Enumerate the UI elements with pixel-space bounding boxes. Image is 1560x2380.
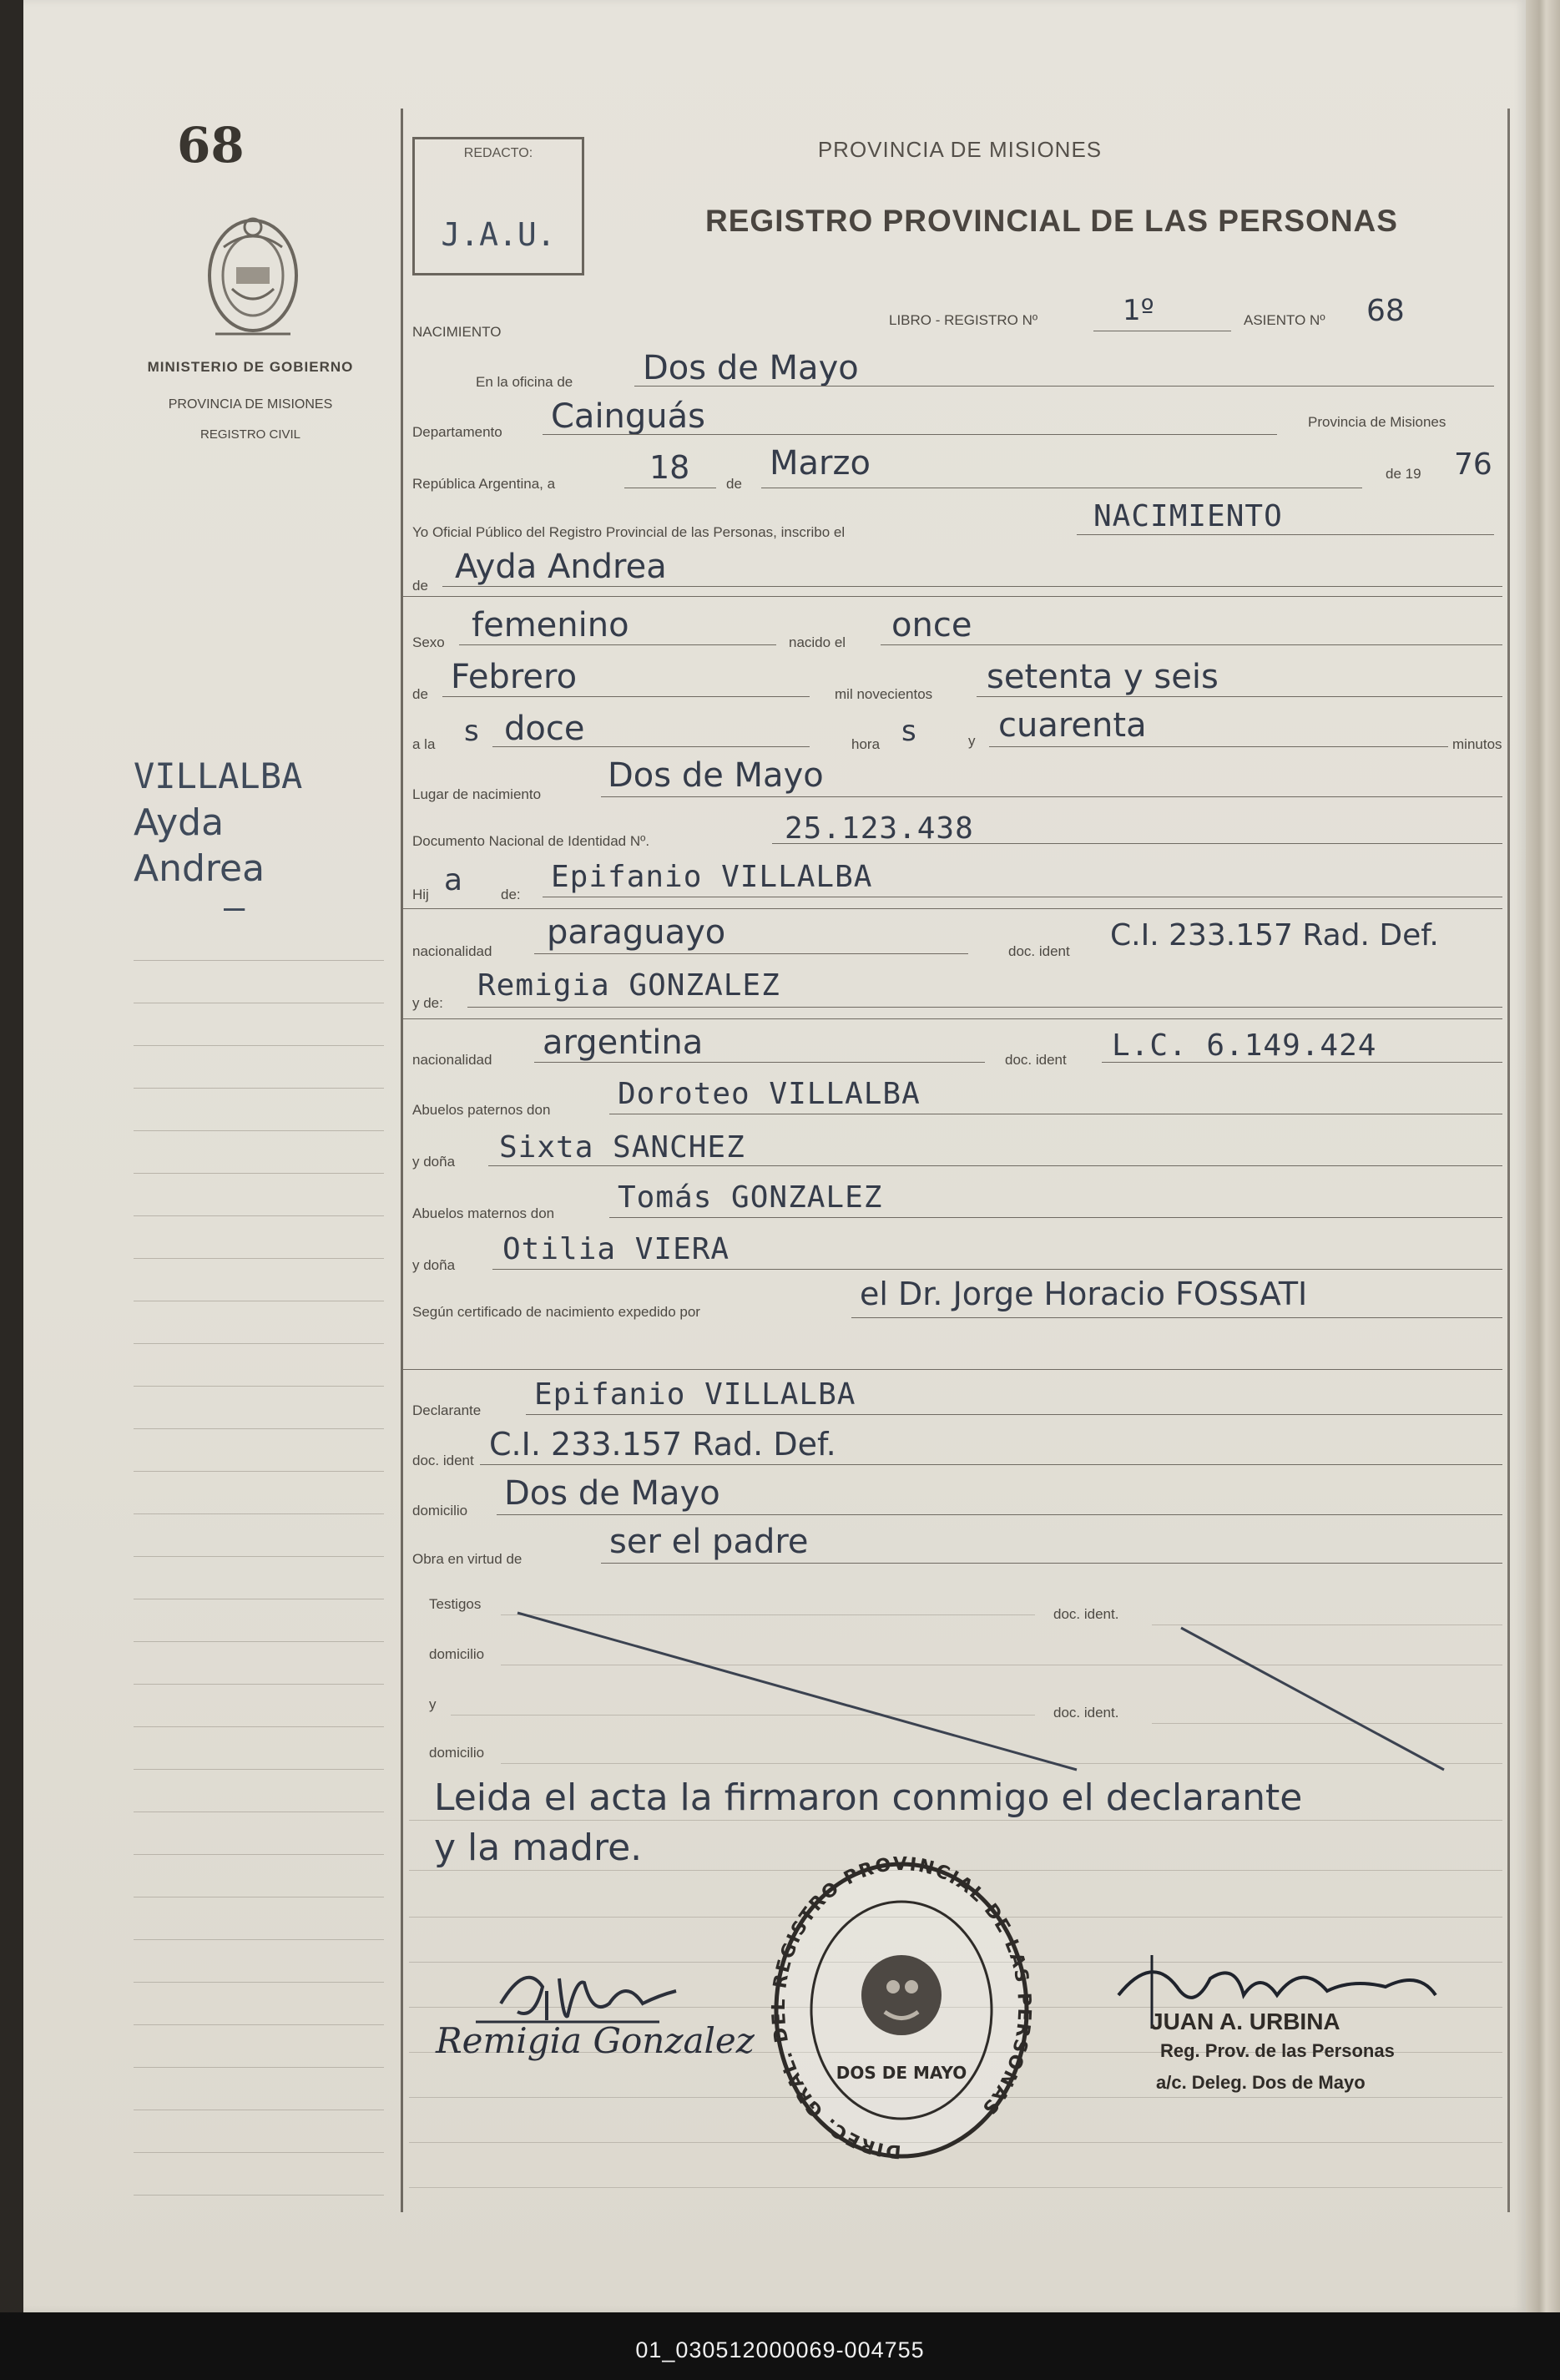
departamento-label: Departamento — [412, 424, 502, 440]
ruled-line — [409, 1820, 1502, 1821]
padre-nacionalidad-underline — [534, 953, 968, 954]
redacto-value: J.A.U. — [441, 216, 556, 253]
dni-underline — [772, 843, 1502, 844]
domicilio-underline — [497, 1514, 1502, 1515]
padre-doc-value: C.I. 233.157 Rad. Def. — [1110, 918, 1439, 953]
hijo-label: Hij — [412, 887, 429, 902]
coat-of-arms-icon — [199, 209, 307, 342]
madre-nacionalidad-value: argentina — [543, 1023, 704, 1062]
dia-value: 18 — [649, 449, 690, 486]
testigos-label: Testigos — [429, 1596, 482, 1612]
nacido-label: nacido el — [789, 634, 846, 650]
departamento-value: Cainguás — [551, 397, 705, 436]
dni-label: Documento Nacional de Identidad Nº. — [412, 833, 650, 849]
mes-nac-value: Febrero — [451, 658, 578, 696]
y-de-label: y de: — [412, 995, 443, 1011]
nombre-underline — [442, 586, 1502, 587]
madre-double-rule — [401, 1018, 1502, 1019]
declarante-underline — [526, 1414, 1502, 1415]
asiento-value: 68 — [1366, 294, 1405, 328]
abuela-paterna-value: Sixta SANCHEZ — [499, 1130, 745, 1165]
minutos-value: cuarenta — [998, 706, 1147, 745]
book-page-edge — [1526, 0, 1560, 2312]
tipo-value: NACIMIENTO — [1093, 499, 1283, 533]
dia-nac-underline — [881, 644, 1502, 645]
declarante-doc-label: doc. ident — [412, 1453, 474, 1468]
domicilio-label: domicilio — [412, 1503, 468, 1518]
nacimiento-section-label: NACIMIENTO — [412, 324, 502, 340]
lugar-underline — [601, 796, 1502, 797]
madre-doc-label: doc. ident — [1005, 1052, 1067, 1068]
lugar-label: Lugar de nacimiento — [412, 786, 542, 802]
asiento-label: ASIENTO Nº — [1244, 312, 1325, 328]
certificado-value: el Dr. Jorge Horacio FOSSATI — [860, 1276, 1308, 1312]
obra-label: Obra en virtud de — [412, 1551, 523, 1567]
observacion-line-2: y la madre. — [434, 1827, 643, 1869]
redacto-label: REDACTO: — [463, 146, 533, 160]
dni-value: 25.123.438 — [785, 811, 974, 846]
oficina-label: En la oficina de — [476, 374, 573, 390]
sexo-label: Sexo — [412, 634, 445, 650]
province-label: PROVINCIA DE MISIONES — [168, 397, 333, 412]
y-dona-label-1: y doña — [412, 1154, 456, 1170]
margin-name-1: Ayda — [134, 801, 225, 844]
hijo-suffix: a — [444, 863, 463, 897]
y-dona-label-2: y doña — [412, 1257, 456, 1273]
redacto-box — [412, 137, 584, 275]
anio-label: de 19 — [1386, 466, 1421, 482]
hora-label: a la — [412, 736, 436, 752]
padre-value: Epifanio VILLALBA — [551, 860, 873, 894]
official-office: a/c. Deleg. Dos de Mayo — [1156, 2072, 1366, 2093]
anio-nac-underline — [977, 696, 1502, 697]
observacion-line-1: Leida el acta la firmaron conmigo el declarante — [434, 1776, 1303, 1819]
madre-doc-value: L.C. 6.149.424 — [1112, 1028, 1377, 1063]
oficial-label: Yo Oficial Público del Registro Provincial de las Personas, inscribo el — [412, 524, 846, 540]
nombre-double-rule — [401, 596, 1502, 597]
declarante-label: Declarante — [412, 1402, 482, 1418]
nombre-label: de — [412, 578, 428, 594]
sexo-value: femenino — [472, 606, 629, 644]
anio-value: 76 — [1454, 447, 1492, 482]
hora-suffix: s — [464, 715, 479, 748]
sexo-underline — [459, 644, 776, 645]
ruled-line — [409, 2187, 1502, 2188]
testigo2-doc-label: doc. ident. — [1053, 1705, 1119, 1721]
stamp-bottom-text: DOS DE MAYO — [836, 2063, 967, 2083]
madre-nacionalidad-label: nacionalidad — [412, 1052, 492, 1068]
madre-underline — [467, 1007, 1502, 1008]
padre-doc-label: doc. ident — [1008, 943, 1070, 959]
certificado-second-line — [401, 1369, 1502, 1370]
declarante-value: Epifanio VILLALBA — [534, 1377, 856, 1412]
provincia-label: Provincia de Misiones — [1308, 414, 1446, 430]
madre-nacionalidad-underline — [534, 1062, 985, 1063]
minutos-underline — [989, 746, 1448, 747]
ministry-label: MINISTERIO DE GOBIERNO — [147, 359, 354, 375]
declarante-doc-value: C.I. 233.157 Rad. Def. — [489, 1426, 836, 1463]
testigos-cross-out — [501, 1603, 1502, 1786]
padre-nacionalidad-value: paraguayo — [547, 913, 726, 952]
margin-rule — [401, 109, 403, 2212]
de3-label: de — [412, 686, 428, 702]
hora-value: doce — [504, 710, 585, 748]
official-name: JUAN A. URBINA — [1150, 2009, 1340, 2034]
madre-signature: Remigia Gonzalez — [436, 2020, 755, 2061]
abuela-paterna-underline — [488, 1165, 1502, 1166]
oficina-value: Dos de Mayo — [643, 349, 859, 387]
official-title: Reg. Prov. de las Personas — [1160, 2040, 1395, 2061]
padre-double-rule — [401, 908, 1502, 909]
registry-seal-stamp — [768, 1853, 1035, 2170]
nombre-value: Ayda Andrea — [455, 548, 667, 586]
abuela-materna-underline — [492, 1269, 1502, 1270]
anio-nac-value: setenta y seis — [987, 658, 1219, 696]
registry-title: REGISTRO PROVINCIAL DE LAS PERSONAS — [705, 204, 1398, 238]
madre-value: Remigia GONZALEZ — [477, 968, 780, 1003]
hora-underline — [492, 746, 810, 747]
testigo1-domicilio-label: domicilio — [429, 1646, 485, 1662]
madre-doc-underline — [1102, 1062, 1502, 1063]
margin-ruled-lines — [134, 918, 384, 2196]
mil-label: mil novecientos — [835, 686, 933, 702]
horas-label: hora — [851, 736, 881, 752]
registry-label: REGISTRO CIVIL — [199, 427, 301, 442]
tipo-underline — [1077, 534, 1494, 535]
abuelo-materno-value: Tomás GONZALEZ — [618, 1180, 883, 1215]
departamento-underline — [543, 434, 1277, 435]
abuelos-paternos-label: Abuelos paternos don — [412, 1102, 551, 1118]
obra-value: ser el padre — [609, 1523, 809, 1561]
obra-underline — [601, 1563, 1502, 1564]
abuelos-maternos-label: Abuelos maternos don — [412, 1205, 555, 1221]
domicilio-value: Dos de Mayo — [504, 1474, 720, 1513]
libro-label: LIBRO - REGISTRO Nº — [889, 312, 1038, 328]
right-rule — [1507, 109, 1510, 2212]
certificado-underline — [851, 1317, 1502, 1318]
mes-nac-underline — [442, 696, 810, 697]
de-label: de — [726, 476, 742, 492]
testigo2-y-label: y — [429, 1696, 437, 1712]
certificado-label: Según certificado de nacimiento expedido por — [412, 1304, 700, 1320]
dia-nac-value: once — [891, 606, 972, 644]
page-number: 68 — [177, 117, 245, 174]
stamp-ring-text: DIREC. GRAL. DEL REGISTRO PROVINCIAL DE LAS PERSONAS — [768, 1853, 1035, 2162]
lugar-value: Dos de Mayo — [608, 756, 824, 795]
abuela-materna-value: Otilia VIERA — [502, 1232, 730, 1266]
y-label: y — [968, 733, 976, 749]
testigo1-doc-label: doc. ident. — [1053, 1606, 1119, 1622]
province-title: PROVINCIA DE MISIONES — [817, 137, 1103, 162]
margin-name-2: Andrea — [134, 847, 265, 890]
mes-value: Marzo — [770, 444, 871, 483]
margin-dash: – — [224, 887, 245, 927]
abuelo-paterno-value: Doroteo VILLALBA — [618, 1077, 921, 1111]
abuelo-materno-underline — [609, 1217, 1502, 1218]
hijo-de-label: de: — [501, 887, 521, 902]
libro-value: 1º — [1123, 294, 1154, 327]
testigo2-domicilio-label: domicilio — [429, 1745, 485, 1761]
declarante-doc-underline — [480, 1464, 1502, 1465]
official-signature — [1102, 1937, 1452, 2054]
minutos-label: minutos — [1452, 736, 1502, 752]
margin-surname: VILLALBA — [134, 755, 303, 796]
footer-file-id: 01_030512000069-004755 — [635, 2337, 925, 2362]
oficina-underline — [634, 386, 1494, 387]
horas-suffix: s — [901, 715, 916, 748]
republica-label: República Argentina, a — [412, 476, 556, 492]
padre-nacionalidad-label: nacionalidad — [412, 943, 492, 959]
